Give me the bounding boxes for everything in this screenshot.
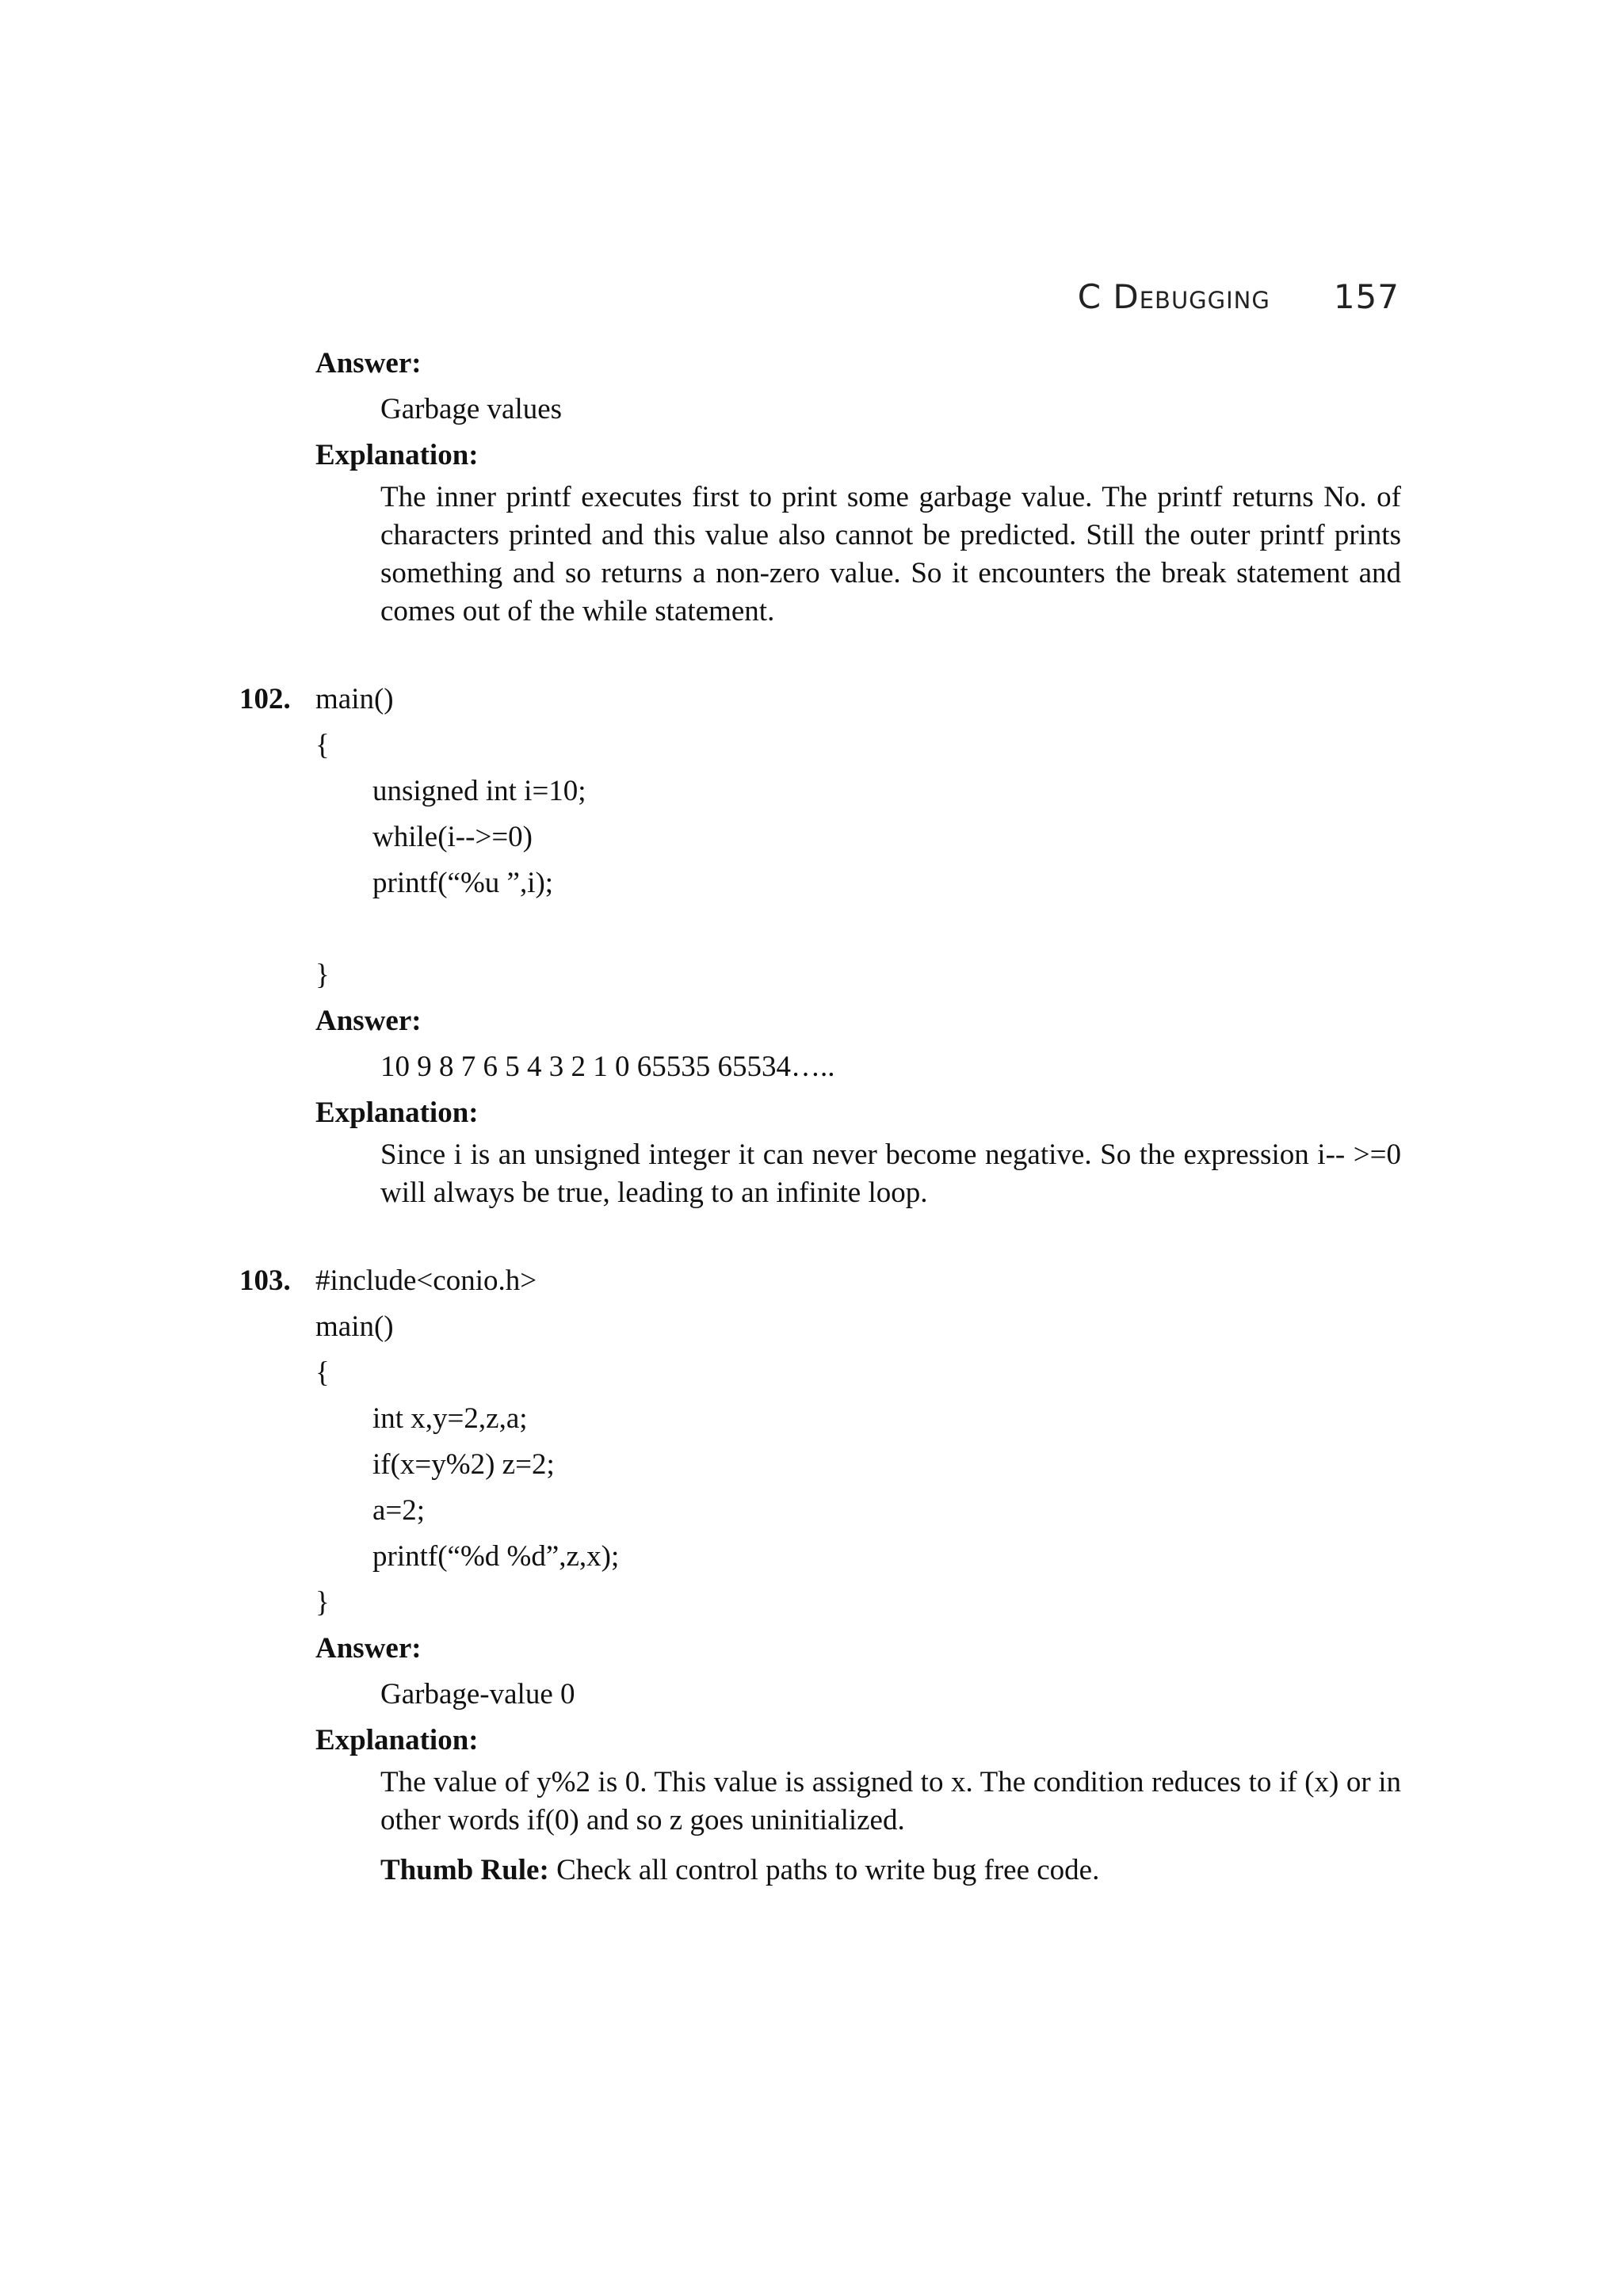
answer-text: 10 9 8 7 6 5 4 3 2 1 0 65535 65534….. [380,1051,835,1083]
explanation-text: Since i is an unsigned integer it can never become negative. So the expression i-- >=0 will always be true, leading to an infinite loop. [380,1138,1401,1209]
page-content [239,341,1401,1894]
code-line: int x,y=2,z,a; [372,1402,528,1435]
code-line: while(i-->=0) [372,821,533,853]
explanation-label: Explanation: [315,1724,479,1756]
block-101-continuation [315,341,1401,631]
explanation-text: The inner printf executes first to print some garbage value. The printf returns No. of characters printed and this value also cannot be predicted. Still the outer printf prints something and so returns a non-zero value. So it encounters the break statement and comes out of the while statement. [380,481,1401,627]
explanation-label: Explanation: [315,439,479,471]
code-line: } [315,959,330,991]
question-number: 102. [239,683,291,715]
page-number: 157 [1333,277,1400,316]
answer-label: Answer: [315,1005,422,1037]
answer-text: Garbage-value 0 [380,1678,575,1711]
code-block [315,1258,1401,1626]
code-line: a=2; [372,1494,426,1527]
code-line: printf(“%d %d”,z,x); [372,1540,620,1573]
page-header [1078,277,1400,316]
answer-label: Answer: [315,347,422,379]
code-line: #include<conio.h> [315,1264,537,1297]
code-line: if(x=y%2) z=2; [372,1448,555,1481]
answer-label: Answer: [315,1632,422,1665]
code-line: { [315,729,330,761]
thumb-rule-text: Check all control paths to write bug free code. [548,1854,1100,1886]
code-line: unsigned int i=10; [372,775,586,807]
question-103 [239,1258,1401,1894]
code-line: } [315,1586,330,1619]
code-line: main() [315,683,394,715]
question-102 [239,677,1401,1212]
thumb-rule-label: Thumb Rule: [380,1854,549,1886]
code-block [315,677,1401,998]
blank-line [315,906,1401,952]
question-number: 103. [239,1264,291,1297]
code-line: printf(“%u ”,i); [372,867,554,899]
answer-text: Garbage values [380,393,563,425]
explanation-text: The value of y%2 is 0. This value is assigned to x. The condition reduces to if (x) or in other words if(0) and so z goes uninitialized. [380,1766,1401,1836]
running-title: C Debugging [1077,277,1270,316]
code-line: main() [315,1310,394,1343]
code-line: { [315,1356,330,1389]
explanation-label: Explanation: [315,1097,479,1129]
thumb-rule [315,1848,1401,1894]
